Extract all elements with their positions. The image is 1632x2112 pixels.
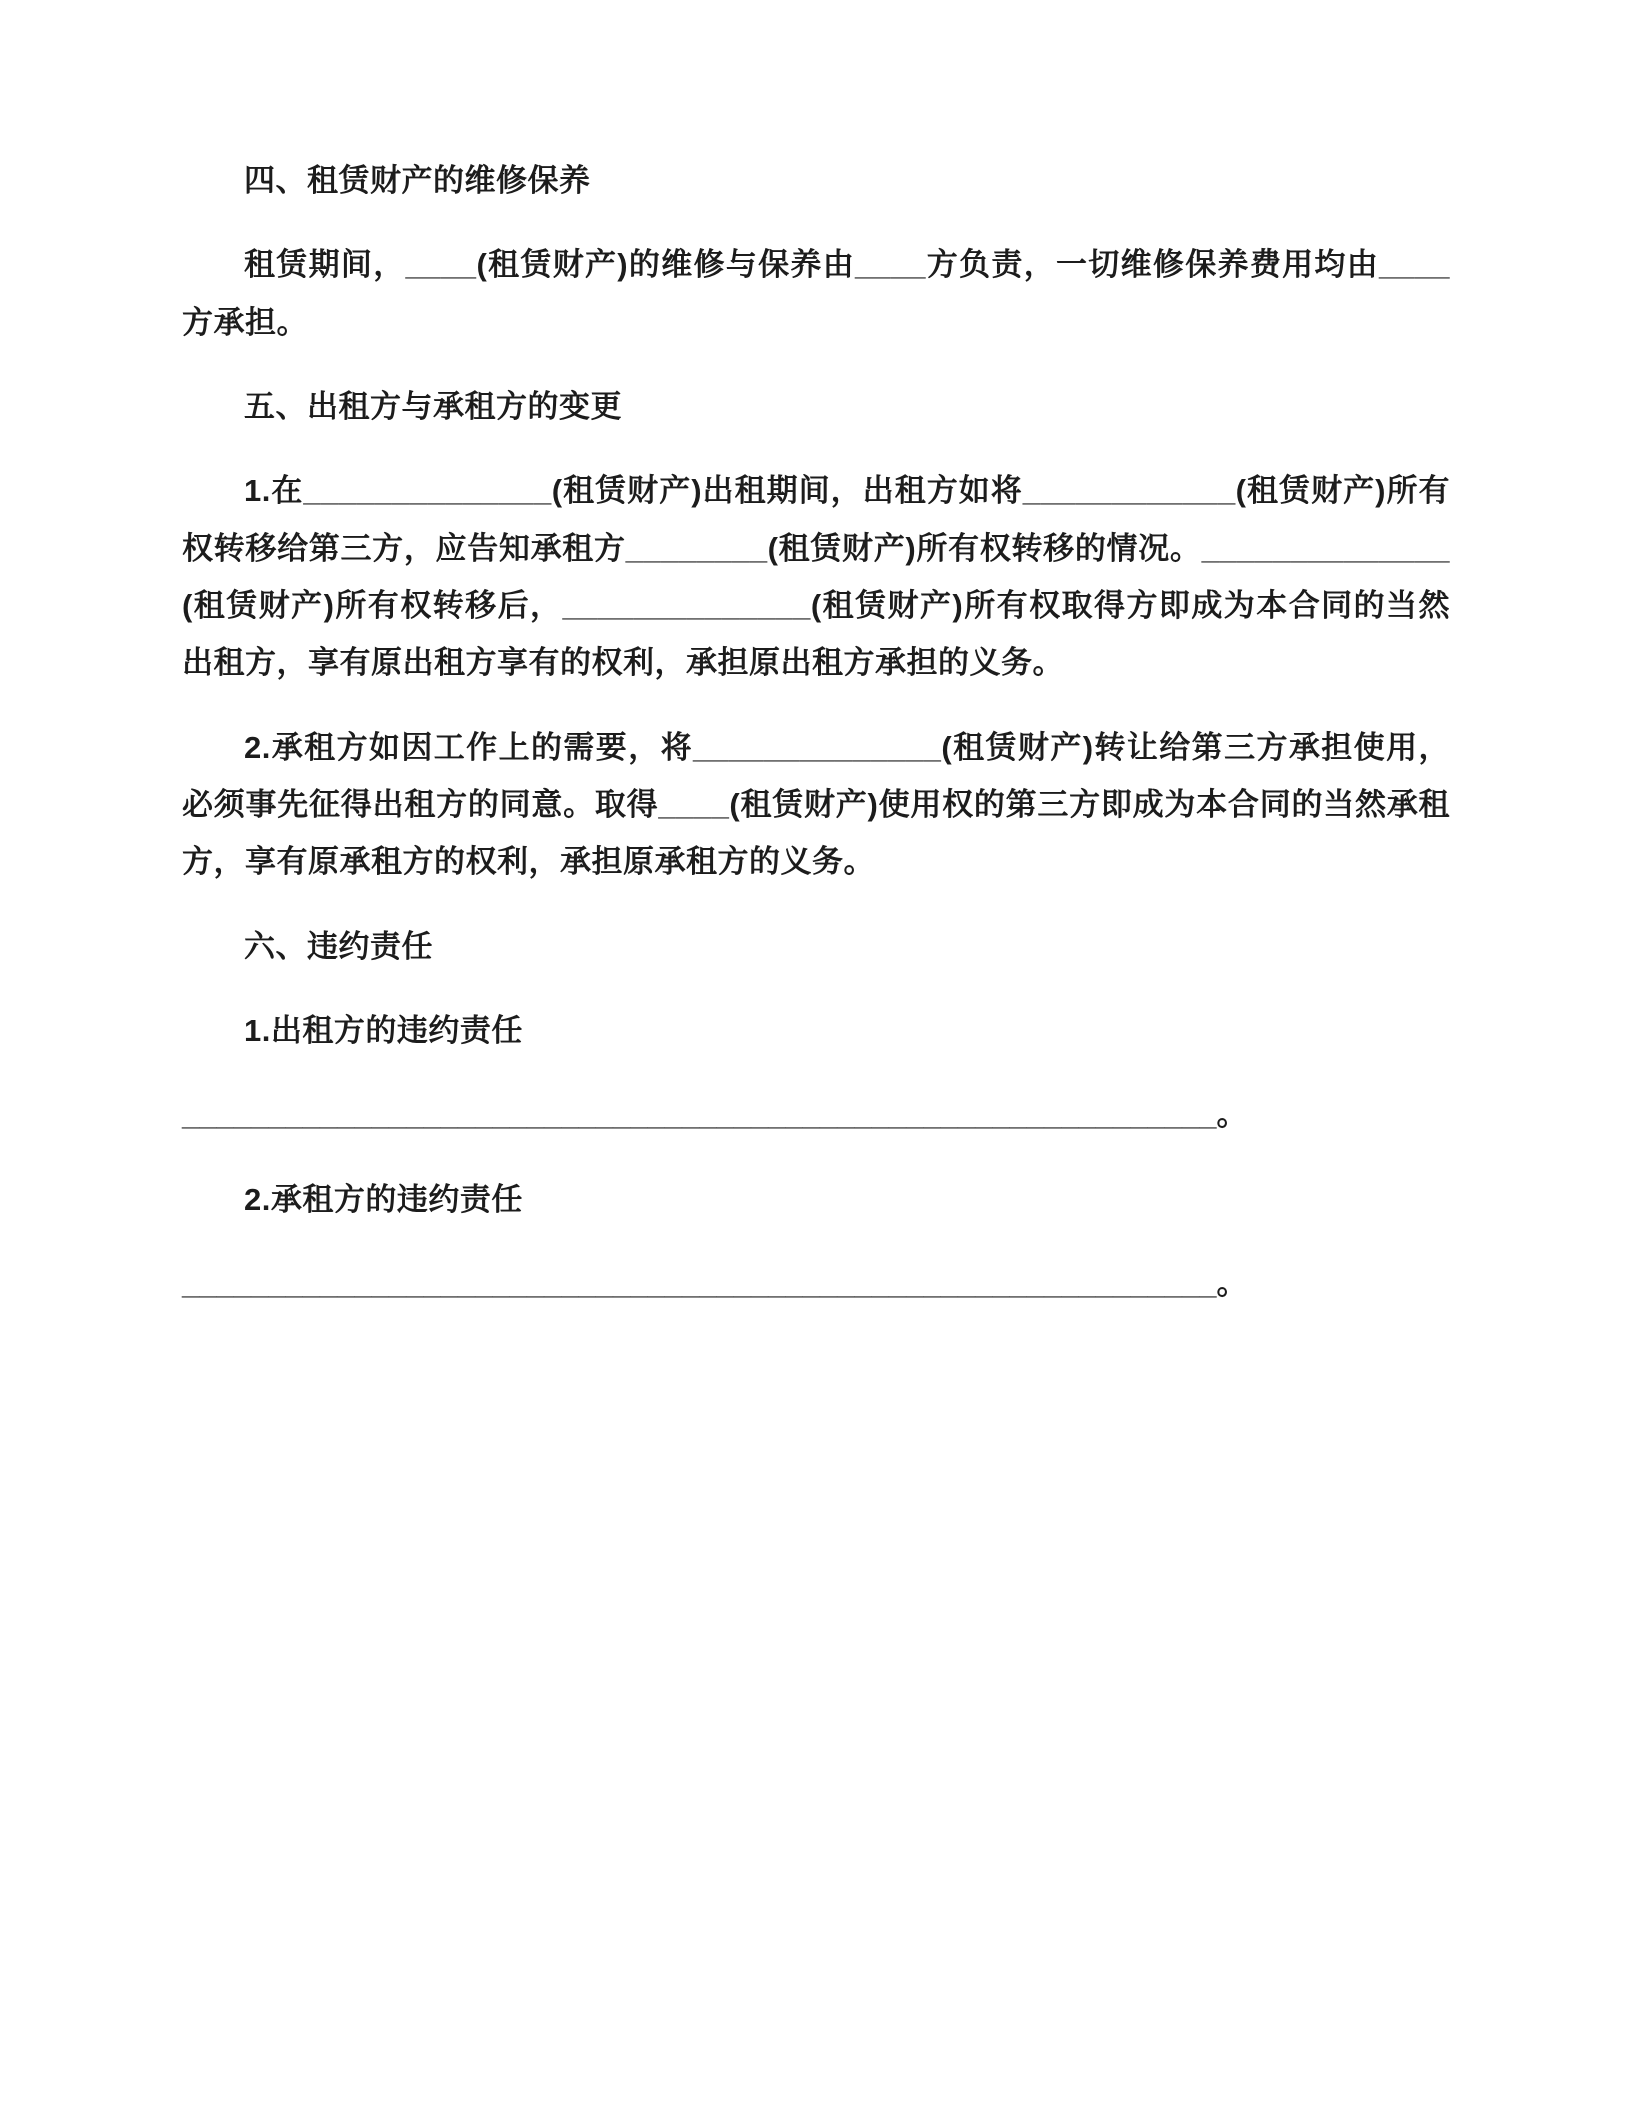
section-5-paragraph-1: 1.在______________(租赁财产)出租期间，出租方如将____________(租赁财产)所有权转移给第三方，应告知承租方________(租赁财产)所有权转移的情况。______________(租赁财产)所有权转移后，______________(租赁财产)所有权取得方即成为本合同的当然出租方，享有原出租方享有的权利，承担原出租方承担的义务。 [182, 473, 1450, 681]
section-5-heading: 五、出租方与承租方的变更 [244, 389, 622, 425]
contract-body [182, 152, 1450, 1313]
section-6-item-2-blank-line: ____________________________________________________________。 [182, 1266, 1248, 1302]
section-4-heading: 四、租赁财产的维修保养 [244, 163, 591, 198]
section-4-paragraph: 租赁期间，____(租赁财产)的维修与保养由____方负责，一切维修保养费用均由____方承担。 [182, 247, 1450, 340]
section-6-item-1-label: 1.出租方的违约责任 [244, 1013, 523, 1049]
section-6-item-2-label: 2.承租方的违约责任 [244, 1181, 523, 1217]
section-6-heading: 六、违约责任 [244, 928, 433, 964]
section-5-paragraph-2: 2.承租方如因工作上的需要，将______________(租赁财产)转让给第三方承担使用，必须事先征得出租方的同意。取得____(租赁财产)使用权的第三方即成为本合同的当然承租方，享有原承租方的权利，承担原承租方的义务。 [182, 729, 1450, 880]
section-6-item-1-blank-line: ____________________________________________________________。 [182, 1097, 1248, 1133]
